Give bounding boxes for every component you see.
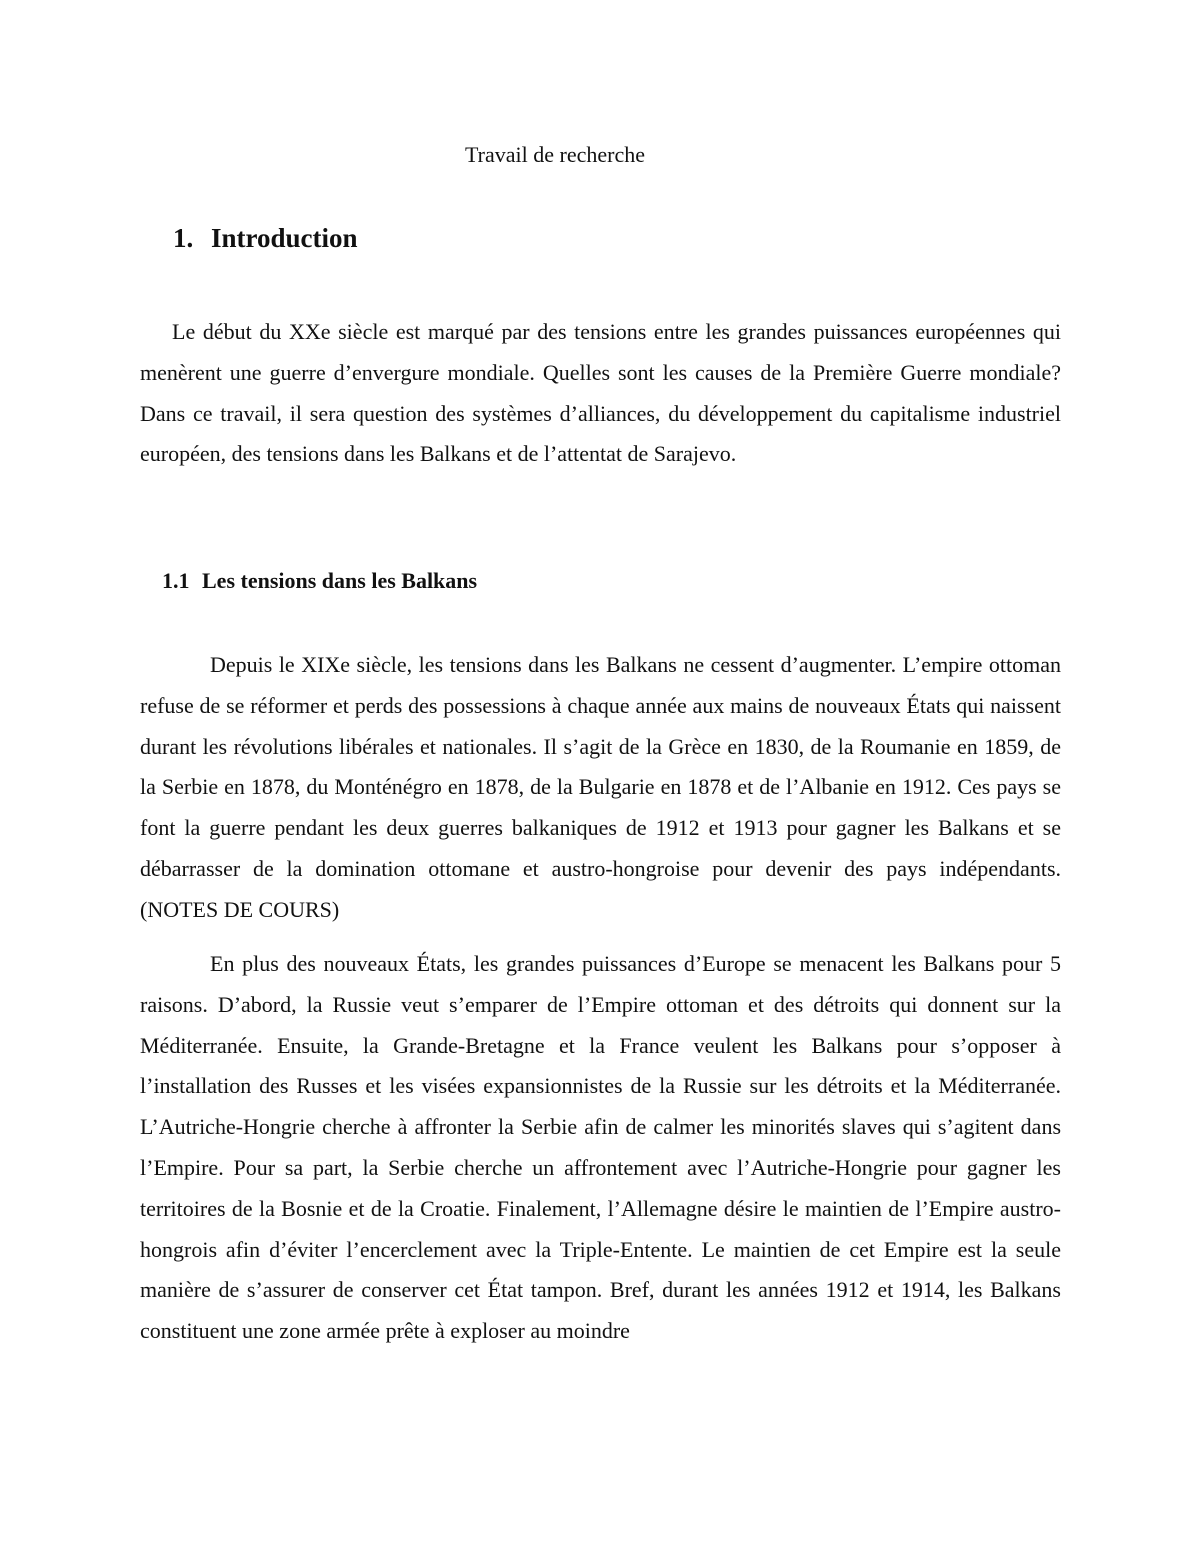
document-title: Travail de recherche [465, 142, 645, 167]
section-heading-introduction [173, 220, 358, 256]
subsection-number: 1.1 [162, 568, 190, 593]
subsection-heading-balkans [162, 566, 477, 596]
section-number: 1. [173, 223, 194, 253]
introduction-paragraph: Le début du XXe siècle est marqué par des tensions entre les grandes puissances européennes qui menèrent une guerre d’envergure mondiale. Quelles sont les causes de la Première Guerre mondiale? Dans ce travail, il sera question des systèmes d’alliances, du développement du capitalisme industriel européen, des tensions dans les Balkans et de l’attentat de Sarajevo. [140, 319, 1061, 467]
section-heading-text: Introduction [211, 223, 358, 253]
balkans-paragraph-2: En plus des nouveaux États, les grandes puissances d’Europe se menacent les Balkans pour 5 raisons. D’abord, la Russie veut s’emparer de l’Empire ottoman et des détroits qui donnent sur la Méditerranée. Ensuite, la Grande-Bretagne et la France veulent les Balkans pour s’opposer à l’installation des Russes et les visées expansionnistes de la Russie sur les détroits et la Méditerranée. L’Autriche-Hongrie cherche à affronter la Serbie afin de calmer les minorités slaves qui s’agitent dans l’Empire. Pour sa part, la Serbie cherche un affrontement avec l’Autriche-Hongrie pour gagner les territoires de la Bosnie et de la Croatie. Finalement, l’Allemagne désire le maintien de l’Empire austro-hongrois afin d’éviter l’encerclement avec la Triple-Entente. Le maintien de cet Empire est la seule manière de s’assurer de conserver cet État tampon. Bref, durant les années 1912 et 1914, les Balkans constituent une zone armée prête à exploser au moindre [140, 951, 1061, 1344]
balkans-paragraph-1: Depuis le XIXe siècle, les tensions dans les Balkans ne cessent d’augmenter. L’empire ottoman refuse de se réformer et perds des possessions à chaque année aux mains de nouveaux États qui naissent durant les révolutions libérales et nationales. Il s’agit de la Grèce en 1830, de la Roumanie en 1859, de la Serbie en 1878, du Monténégro en 1878, de la Bulgarie en 1878 et de l’Albanie en 1912. Ces pays se font la guerre pendant les deux guerres balkaniques de 1912 et 1913 pour gagner les Balkans et se débarrasser de la domination ottomane et austro-hongroise pour devenir des pays indépendants. (NOTES DE COURS) [140, 652, 1061, 922]
subsection-heading-text: Les tensions dans les Balkans [202, 568, 478, 593]
